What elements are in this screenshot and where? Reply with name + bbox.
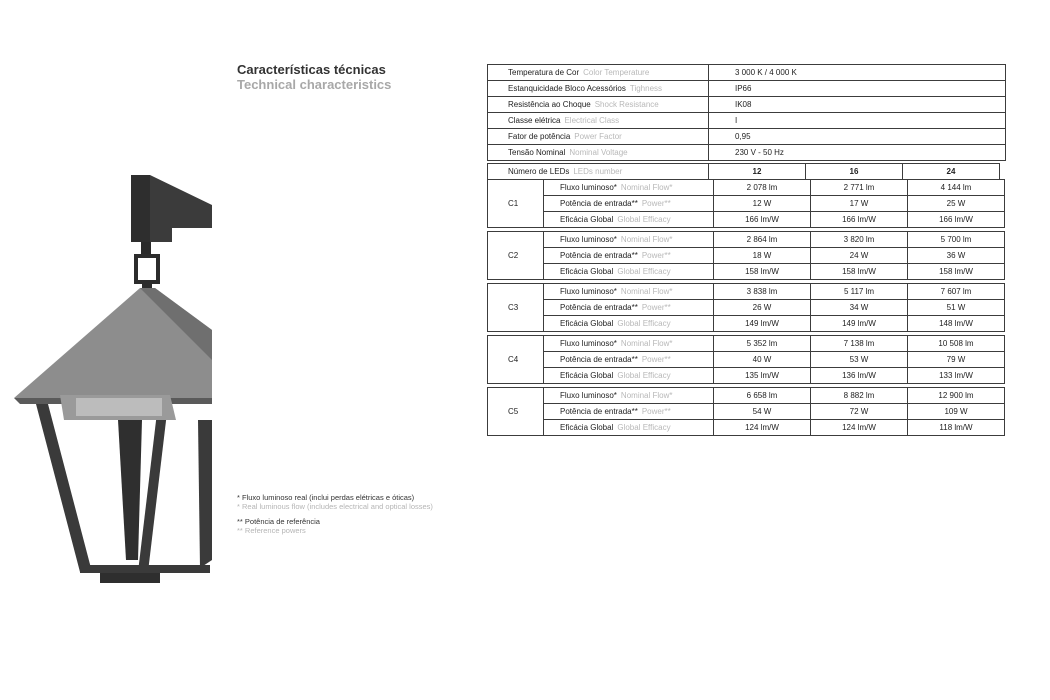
metric-value: 136 lm/W (811, 368, 908, 384)
metric-label: Eficácia Global (560, 319, 614, 328)
metric-value: 24 W (811, 248, 908, 264)
spec-row (488, 145, 1006, 161)
spec-row (488, 81, 1006, 97)
metric-label-english: Power** (641, 251, 671, 260)
spec-row (488, 65, 1006, 81)
metric-value: 109 W (908, 404, 1005, 420)
metric-label: Fluxo luminoso* (560, 339, 617, 348)
table-row (488, 180, 1005, 196)
led-count-16: 16 (806, 164, 903, 180)
metric-value: 2 864 lm (714, 232, 811, 248)
spec-label: Resistência ao Choque (508, 100, 591, 109)
metric-value: 25 W (908, 196, 1005, 212)
metric-value: 148 lm/W (908, 316, 1005, 332)
class-label: C3 (488, 284, 544, 332)
metric-label-english: Global Efficacy (617, 267, 671, 276)
metric-label-english: Power** (641, 407, 671, 416)
spec-value: 230 V - 50 Hz (709, 145, 1006, 161)
class-label: C1 (488, 180, 544, 228)
spec-label-cell (488, 145, 709, 161)
table-row (488, 232, 1005, 248)
metric-value: 166 lm/W (714, 212, 811, 228)
spec-label-english: Power Factor (574, 132, 622, 141)
class-label: C4 (488, 336, 544, 384)
metric-value: 79 W (908, 352, 1005, 368)
led-count-24: 24 (903, 164, 1000, 180)
metric-value: 6 658 lm (714, 388, 811, 404)
metric-label-english: Power** (641, 355, 671, 364)
spec-label-cell (488, 81, 709, 97)
metric-label-cell (544, 352, 714, 368)
table-row (488, 300, 1005, 316)
page-title: Características técnicas (237, 62, 386, 77)
spec-label: Estanquicidade Bloco Acessórios (508, 84, 626, 93)
metric-value: 5 700 lm (908, 232, 1005, 248)
led-header-table (487, 163, 1000, 180)
metric-label-english: Nominal Flow* (620, 339, 673, 348)
spec-value: 3 000 K / 4 000 K (709, 65, 1006, 81)
metric-value: 124 lm/W (714, 420, 811, 436)
metric-value: 166 lm/W (908, 212, 1005, 228)
table-row (488, 284, 1005, 300)
led-group-c2 (487, 231, 1005, 280)
general-specs-table (487, 64, 1006, 161)
metric-value: 124 lm/W (811, 420, 908, 436)
spec-row (488, 97, 1006, 113)
metric-label-english: Global Efficacy (617, 371, 671, 380)
led-group-c3 (487, 283, 1005, 332)
table-row (488, 388, 1005, 404)
metric-value: 26 W (714, 300, 811, 316)
table-row (488, 336, 1005, 352)
table-row (488, 248, 1005, 264)
led-header-label-english: LEDs number (573, 167, 623, 176)
spec-label-english: Shock Resistance (594, 100, 659, 109)
class-label: C2 (488, 232, 544, 280)
metric-value: 8 882 lm (811, 388, 908, 404)
metric-label-cell (544, 196, 714, 212)
spec-label-english: Tighness (629, 84, 663, 93)
metric-value: 158 lm/W (908, 264, 1005, 280)
spec-value: IP66 (709, 81, 1006, 97)
spec-value: I (709, 113, 1006, 129)
metric-label: Fluxo luminoso* (560, 391, 617, 400)
spec-label-english: Color Temperature (583, 68, 650, 77)
metric-label: Potência de entrada** (560, 407, 638, 416)
metric-value: 12 W (714, 196, 811, 212)
metric-label-english: Global Efficacy (617, 319, 671, 328)
metric-label-cell (544, 248, 714, 264)
metric-value: 2 078 lm (714, 180, 811, 196)
metric-label-cell (544, 420, 714, 436)
spec-label-cell (488, 65, 709, 81)
metric-label-cell (544, 300, 714, 316)
metric-value: 34 W (811, 300, 908, 316)
spec-label-cell (488, 129, 709, 145)
metric-value: 3 838 lm (714, 284, 811, 300)
metric-label-cell (544, 232, 714, 248)
table-row (488, 212, 1005, 228)
spec-value: 0,95 (709, 129, 1006, 145)
metric-value: 135 lm/W (714, 368, 811, 384)
table-row (488, 264, 1005, 280)
metric-value: 51 W (908, 300, 1005, 316)
metric-value: 118 lm/W (908, 420, 1005, 436)
metric-label-cell (544, 212, 714, 228)
spec-label-english: Electrical Class (564, 116, 620, 125)
led-count-12: 12 (709, 164, 806, 180)
metric-label: Fluxo luminoso* (560, 235, 617, 244)
metric-label-cell (544, 284, 714, 300)
metric-label-cell (544, 388, 714, 404)
metric-value: 7 138 lm (811, 336, 908, 352)
metric-value: 5 352 lm (714, 336, 811, 352)
spec-label: Classe elétrica (508, 116, 561, 125)
metric-label-cell (544, 264, 714, 280)
table-row (488, 352, 1005, 368)
metric-value: 158 lm/W (714, 264, 811, 280)
metric-value: 17 W (811, 196, 908, 212)
metric-value: 18 W (714, 248, 811, 264)
led-group-c5 (487, 387, 1005, 436)
metric-label-cell (544, 180, 714, 196)
metric-value: 53 W (811, 352, 908, 368)
metric-label: Eficácia Global (560, 423, 614, 432)
metric-label: Eficácia Global (560, 267, 614, 276)
metric-value: 54 W (714, 404, 811, 420)
spec-label: Fator de potência (508, 132, 571, 141)
lamp-product-image (0, 0, 215, 700)
table-row (488, 196, 1005, 212)
table-row (488, 404, 1005, 420)
metric-label-english: Nominal Flow* (620, 235, 673, 244)
footnote-flux-pt: * Fluxo luminoso real (inclui perdas elétricas e óticas) (237, 493, 415, 502)
metric-value: 4 144 lm (908, 180, 1005, 196)
metric-label-cell (544, 316, 714, 332)
page-title-english: Technical characteristics (237, 77, 392, 92)
footnote-flux (237, 493, 433, 511)
metric-value: 12 900 lm (908, 388, 1005, 404)
class-label: C5 (488, 388, 544, 436)
title-block (237, 62, 391, 92)
footnote-power-en: ** Reference powers (237, 526, 306, 535)
metric-value: 3 820 lm (811, 232, 908, 248)
metric-value: 149 lm/W (811, 316, 908, 332)
metric-value: 36 W (908, 248, 1005, 264)
led-group-c1 (487, 179, 1005, 228)
metric-label-cell (544, 404, 714, 420)
metric-label-english: Nominal Flow* (620, 183, 673, 192)
spec-label: Temperatura de Cor (508, 68, 580, 77)
led-header-row (488, 164, 1000, 180)
metric-value: 5 117 lm (811, 284, 908, 300)
footnotes (237, 493, 433, 535)
spec-value: IK08 (709, 97, 1006, 113)
spec-label-english: Nominal Voltage (569, 148, 628, 157)
metric-value: 133 lm/W (908, 368, 1005, 384)
led-header-cell (488, 164, 709, 180)
metric-label-cell (544, 336, 714, 352)
metric-value: 10 508 lm (908, 336, 1005, 352)
metric-value: 40 W (714, 352, 811, 368)
footnote-flux-en: * Real luminous flow (includes electrical and optical losses) (237, 502, 433, 511)
table-row (488, 316, 1005, 332)
metric-label-english: Power** (641, 199, 671, 208)
metric-label: Fluxo luminoso* (560, 183, 617, 192)
metric-value: 7 607 lm (908, 284, 1005, 300)
metric-value: 72 W (811, 404, 908, 420)
led-group-c4 (487, 335, 1005, 384)
footnote-power (237, 517, 433, 535)
metric-label-english: Nominal Flow* (620, 287, 673, 296)
metric-label-english: Global Efficacy (617, 423, 671, 432)
metric-label: Potência de entrada** (560, 355, 638, 364)
spec-label-cell (488, 97, 709, 113)
spec-row (488, 129, 1006, 145)
metric-value: 166 lm/W (811, 212, 908, 228)
metric-value: 2 771 lm (811, 180, 908, 196)
metric-label-english: Nominal Flow* (620, 391, 673, 400)
metric-label: Potência de entrada** (560, 251, 638, 260)
metric-label: Potência de entrada** (560, 303, 638, 312)
table-row (488, 368, 1005, 384)
metric-label: Fluxo luminoso* (560, 287, 617, 296)
metric-label-english: Power** (641, 303, 671, 312)
metric-label: Potência de entrada** (560, 199, 638, 208)
metric-label-cell (544, 368, 714, 384)
spec-row (488, 113, 1006, 129)
table-row (488, 420, 1005, 436)
metric-value: 149 lm/W (714, 316, 811, 332)
led-header-label: Número de LEDs (508, 167, 570, 176)
metric-value: 158 lm/W (811, 264, 908, 280)
footnote-power-pt: ** Potência de referência (237, 517, 320, 526)
metric-label-english: Global Efficacy (617, 215, 671, 224)
metric-label: Eficácia Global (560, 215, 614, 224)
spec-label-cell (488, 113, 709, 129)
metric-label: Eficácia Global (560, 371, 614, 380)
spec-label: Tensão Nominal (508, 148, 566, 157)
